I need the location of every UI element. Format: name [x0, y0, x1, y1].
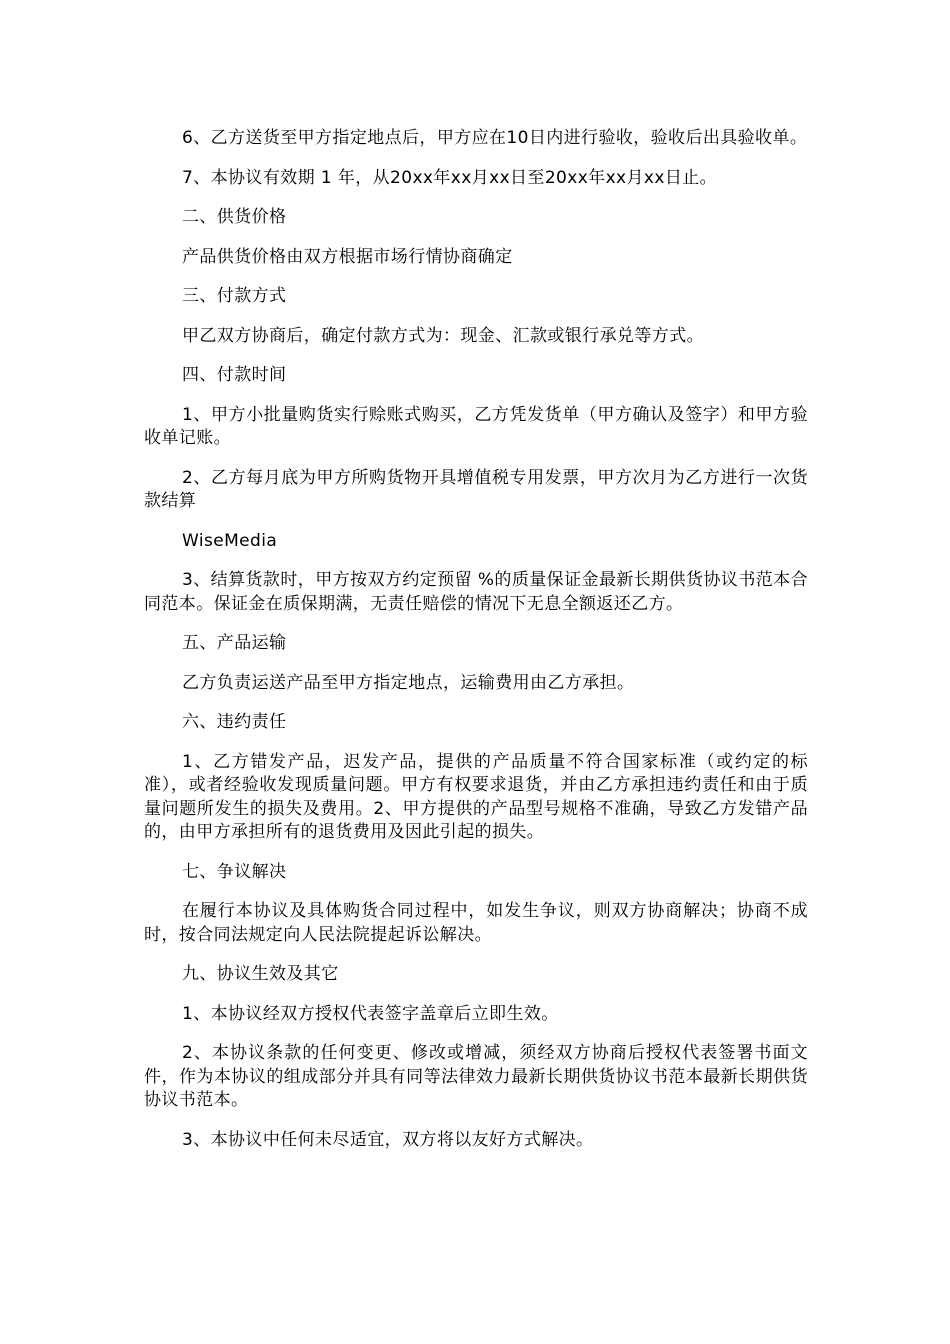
paragraph-clause-7: 7、本协议有效期 1 年，从20xx年xx月xx日至20xx年xx月xx日止。	[182, 167, 718, 188]
paragraph-payment-time-2: 2、乙方每月底为甲方所购货物开具增值税专用发票，甲方次月为乙方进行一次货款结算	[144, 467, 808, 511]
paragraph-liability: 1、乙方错发产品，迟发产品，提供的产品质量不符合国家标准（或约定的标准），或者经验收发现质量问题。甲方有权要求退货，并由乙方承担违约责任和由于质量问题所发生的损失及费用。2、甲方提供的产品型号规格不准确，导致乙方发错产品的，由甲方承担所有的退货费用及因此引起的损失。	[144, 751, 808, 842]
paragraph-dispute: 在履行本协议及具体购货合同过程中，如发生争议，则双方协商解决；协商不成时，按合同法规定向人民法院提起诉讼解决。	[144, 901, 808, 945]
section-heading-transport: 五、产品运输	[182, 633, 287, 653]
paragraph-wisemedia: WiseMedia	[182, 530, 278, 551]
section-heading-liability: 六、违约责任	[182, 712, 287, 732]
paragraph-clause-6: 6、乙方送货至甲方指定地点后，甲方应在10日内进行验收，验收后出具验收单。	[182, 128, 808, 148]
paragraph-payment-time-3: 3、结算货款时，甲方按双方约定预留 %的质量保证金最新长期供货协议书范本合同范本。保证金在质保期满，无责任赔偿的情况下无息全额返还乙方。	[144, 570, 808, 614]
paragraph-effect-3: 3、本协议中任何未尽适宜，双方将以友好方式解决。	[182, 1129, 594, 1150]
paragraph-transport: 乙方负责运送产品至甲方指定地点，运输费用由乙方承担。	[182, 672, 635, 693]
section-heading-dispute: 七、争议解决	[182, 861, 287, 882]
section-heading-supply-price: 二、供货价格	[182, 207, 287, 227]
section-heading-payment-method: 三、付款方式	[182, 286, 287, 306]
paragraph-supply-price: 产品供货价格由双方根据市场行情协商确定	[182, 246, 513, 267]
paragraph-payment-time-1: 1、甲方小批量购货实行赊账式购买，乙方凭发货单（甲方确认及签字）和甲方验收单记账。	[144, 404, 808, 448]
section-heading-payment-time: 四、付款时间	[182, 365, 287, 385]
document-body	[144, 127, 808, 1168]
paragraph-effect-2: 2、本协议条款的任何变更、修改或增减，须经双方协商后授权代表签署书面文件，作为本协议的组成部分并具有同等法律效力最新长期供货协议书范本最新长期供货协议书范本。	[144, 1043, 808, 1110]
section-heading-effect: 九、协议生效及其它	[182, 964, 339, 984]
paragraph-payment-method: 甲乙双方协商后，确定付款方式为：现金、汇款或银行承兑等方式。	[182, 325, 704, 346]
paragraph-effect-1: 1、本协议经双方授权代表签字盖章后立即生效。	[182, 1003, 559, 1024]
